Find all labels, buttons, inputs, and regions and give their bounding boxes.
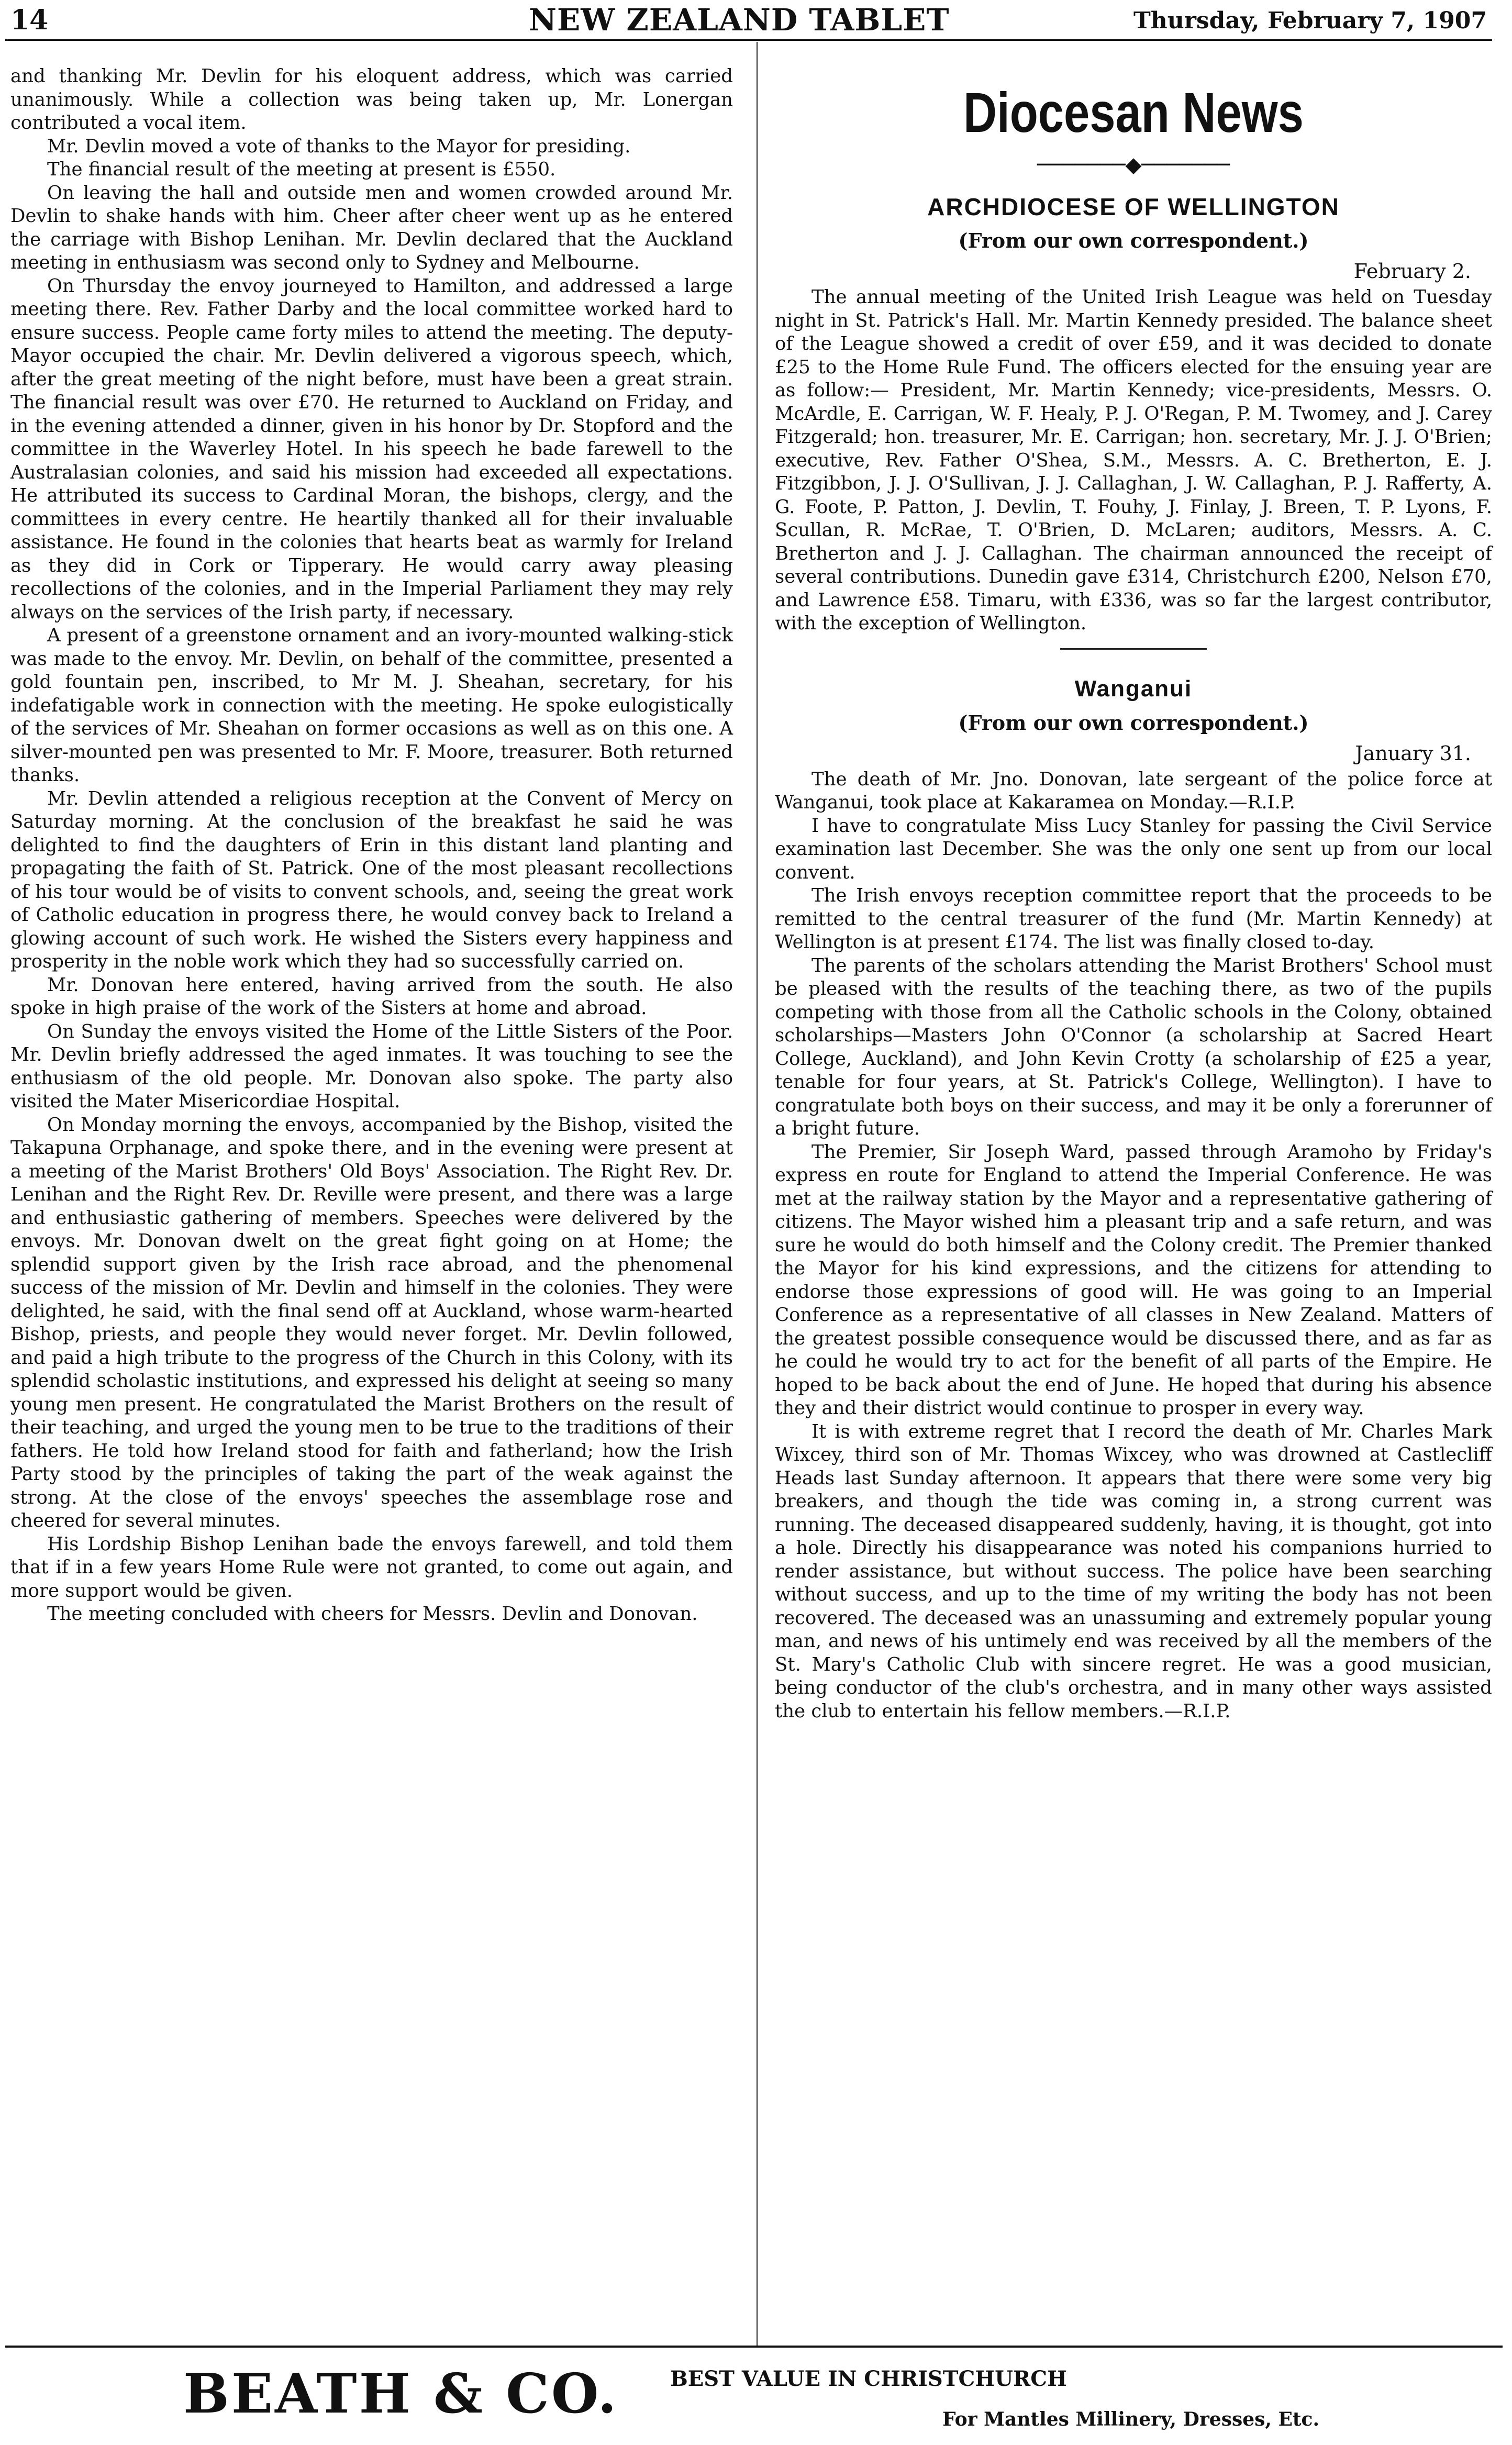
paragraph: The parents of the scholars attending the Marist Brothers' School must be pleased with the results of the teaching there, as two of the pupils competing with those from all the Catholic schools in the Colony, obtained scholarships—Masters John O'Connor (a scholarship at Sacred Heart College, Auckland), and John Kevin Crotty (a scholarship of £25 a year, tenable for four years, at St. Patrick's College, Wellington). I have to congratulate both boys on their success, and may it be only a forerunner of a bright future. (775, 954, 1492, 1139)
advertisement-products: For Mantles Millinery, Dresses, Etc. (942, 2408, 1319, 2430)
paragraph: It is with extreme regret that I record the death of Mr. Charles Mark Wixcey, third son of Mr. Thomas Wixcey, who was drowned at Castlecliff Heads last Sunday afternoon. It appears that there were some very big breakers, and though the tide was coming in, a strong current was running. The deceased disappeared suddenly, having, it is thought, got into a hole. Directly his disappearance was noted his companions hurried to render assistance, but without success. The police have been searching without success, and up to the time of my writing the body has not been recovered. The deceased was an unassuming and extremely popular young man, and news of his untimely end was received by all the members of the St. Mary's Catholic Club with sincere regret. He was a good musician, being conductor of the club's orchestra, and in many other ways assisted the club to entertain his fellow members.—R.I.P. (775, 1420, 1492, 1722)
article-date: February 2. (1353, 260, 1471, 283)
correspondent-line: (From our own correspondent.) (958, 710, 1309, 735)
paragraph: The meeting concluded with cheers for Messrs. Devlin and Donovan. (47, 1603, 698, 1625)
wellington-article (775, 188, 1492, 636)
paragraph: and thanking Mr. Devlin for his eloquent address, which was carried unanimously. While a collection was being taken up, Mr. Lonergan contributed a vocal item. (10, 65, 733, 134)
paragraph: The annual meeting of the United Irish League was held on Tuesday night in St. Patrick's Hall. Mr. Martin Kennedy presided. The balance sheet of the League showed a credit of over £59, and it was decided to donate £25 to the Home Rule Fund. The officers elected for the ensuing year are as follow:— President, Mr. Martin Kennedy; vice-presidents, Messrs. O. McArdle, E. Carrigan, W. F. Healy, P. J. O'Regan, P. M. Twomey, and J. Carey Fitzgerald; hon. treasurer, Mr. E. Carrigan; hon. secretary, Mr. J. J. O'Brien; executive, Rev. Father O'Shea, S.M., Messrs. A. C. Bretherton, E. J. Fitzgibbon, J. J. O'Sullivan, J. J. Callaghan, J. W. Callaghan, P. J. Rafferty, A. G. Foote, P. Patton, J. Devlin, T. Fouhy, J. Finlay, J. Breen, T. P. Lyons, F. Scullan, R. McRae, T. O'Brien, D. McLaren; auditors, Messrs. A. C. Bretherton and J. J. Callaghan. The chairman announced the receipt of several contributions. Dunedin gave £314, Christchurch £200, Nelson £70, and Lawrence £58. Timaru, with £336, was so far the largest contributor, with the exception of Wellington. (775, 286, 1492, 634)
paragraph: Mr. Donovan here entered, having arrived from the south. He also spoke in high praise of the work of the Sisters at home and abroad. (10, 974, 733, 1019)
paragraph: Mr. Devlin moved a vote of thanks to the Mayor for presiding. (47, 135, 631, 157)
paragraph: I have to congratulate Miss Lucy Stanley for passing the Civil Service examination last December. She was the only one sent up from our local convent. (775, 815, 1492, 883)
article-date: January 31. (1355, 741, 1471, 765)
paragraph: The death of Mr. Jno. Donovan, late sergeant of the police force at Wanganui, took place at Kakaramea on Monday.—R.I.P. (775, 768, 1492, 813)
paragraph: On leaving the hall and outside men and women crowded around Mr. Devlin to shake hands with him. Cheer after cheer went up as he entered the carriage with Bishop Lenihan. Mr. Devlin declared that the Auckland meeting in enthusiasm was second only to Sydney and Melbourne. (10, 182, 733, 273)
correspondent-line: (From our own correspondent.) (958, 229, 1309, 252)
issue-date: Thursday, February 7, 1907 (1133, 7, 1487, 34)
section-divider (1060, 648, 1207, 650)
masthead: NEW ZEALAND TABLET (529, 2, 950, 38)
paragraph: The Irish envoys reception committee report that the proceeds to be remitted to the central treasurer of the fund (Mr. Martin Kennedy) at Wellington is at present £174. The list was finally closed to-day. (775, 885, 1492, 953)
article-heading: Wanganui (1074, 675, 1193, 702)
paragraph: A present of a greenstone ornament and an ivory-mounted walking-stick was made to the envoy. Mr. Devlin, on behalf of the committee, presented a gold fountain pen, inscribed, to Mr M. J. Sheahan, secretary, for his indefatigable work in connection with the meeting. He spoke eulogistically of the services of Mr. Sheahan on former occasions as well as on this one. A silver-mounted pen was presented to Mr. F. Moore, treasurer. Both returned thanks. (10, 625, 733, 786)
page-header (5, 0, 1492, 41)
wanganui-article (775, 671, 1492, 1724)
left-column (10, 65, 733, 1626)
paragraph: On Monday morning the envoys, accompanied by the Bishop, visited the Takapuna Orphanage, and spoke there, and in the evening were present at a meeting of the Marist Brothers' Old Boys' Association. The Right Rev. Dr. Lenihan and the Right Rev. Dr. Reville were present, and there was a large and enthusiastic gathering of members. Speeches were delivered by the envoys. Mr. Donovan dwelt on the great fight going on at Home; the splendid support given by the Irish race abroad, and the phenomenal success of the mission of Mr. Devlin and himself in the colonies. They were delighted, he said, with the final send off at Auckland, whose warm-hearted Bishop, priests, and people they would never forget. Mr. Devlin followed, and paid a high tribute to the progress of the Church in this Colony, with its splendid scholastic institutions, and expressed his delight at seeing so many young men present. He congratulated the Marist Brothers on the result of their teaching, and urged the young men to be true to the traditions of their fathers. He told how Ireland stood for faith and fatherland; how the Irish Party stood by the principles of taking the part of the weak against the strong. At the close of the envoys' speeches the assemblage rose and cheered for several minutes. (10, 1114, 733, 1531)
paragraph: His Lordship Bishop Lenihan bade the envoys farewell, and told them that if in a few years Home Rule were not granted, to come out again, and more support would be given. (10, 1533, 733, 1602)
paragraph: The Premier, Sir Joseph Ward, passed through Aramoho by Friday's express en route for England to attend the Imperial Conference. He was met at the railway station by the Mayor and a representative gathering of citizens. The Mayor wished him a pleasant trip and a safe return, and was sure he would do both himself and the Colony credit. The Premier thanked the Mayor for his kind expressions, and the citizens for attending to endorse those expressions of good will. He was going to an Imperial Conference as a representative of all classes in New Zealand. Matters of the greatest possible consequence would be discussed there, and as far as he could he would try to act for the benefit of all parts of the Empire. He hoped to be back about the end of June. He hoped that during his absence they and their district would continue to prosper in every way. (775, 1141, 1492, 1419)
advertisement-tagline: BEST VALUE IN CHRISTCHURCH (670, 2366, 1067, 2391)
column-rule (757, 42, 758, 2346)
advertisement-rule (5, 2346, 1503, 2348)
article-heading: ARCHDIOCESE OF WELLINGTON (927, 193, 1340, 220)
advertiser-name: BEATH & CO. (183, 2361, 619, 2426)
section-title: Diocesan News (963, 81, 1304, 144)
right-column (775, 79, 1492, 1723)
paragraph: On Thursday the envoy journeyed to Hamilton, and addressed a large meeting there. Rev. Father Darby and the local committee worked hard to ensure success. People came forty miles to attend the meeting. The deputy-Mayor occupied the chair. Mr. Devlin delivered a vigorous speech, which, after the great meeting of the night before, must have been a great strain. The financial result was over £70. He returned to Auckland on Friday, and in the evening attended a dinner, given in his honor by Dr. Stopford and the committee in the Waverley Hotel. In his speech he bade farewell to the Australasian colonies, and said his mission had exceeded all expectations. He attributed its success to Cardinal Moran, the bishops, clergy, and the committees in every centre. He heartily thanked all for their invaluable assistance. He found in the colonies that hearts beat as warmly for Ireland as they did in Cork or Tipperary. He would carry away pleasing recollections of the colonies, and in the Imperial Parliament they may rely always on the services of the Irish party, if necessary. (10, 275, 733, 623)
paragraph: Mr. Devlin attended a religious reception at the Convent of Mercy on Saturday morning. At the conclusion of the breakfast he said he was delighted to find the daughters of Erin in this distant land planting and propagating the faith of St. Patrick. One of the most pleasant recollections of his tour would be of visits to convent schools, and, seeing the great work of Catholic education in progress there, he would convey back to Ireland a glowing account of such work. He wished the Sisters every happiness and prosperity in the noble work which they had so successfully carried on. (10, 787, 733, 972)
paragraph: On Sunday the envoys visited the Home of the Little Sisters of the Poor. Mr. Devlin briefly addressed the aged inmates. It was touching to see the enthusiasm of the old people. Mr. Donovan also spoke. The party also visited the Mater Misericordiae Hospital. (10, 1020, 733, 1112)
ornament-divider: ───────◆─────── (1037, 153, 1230, 177)
page-number: 14 (10, 4, 49, 36)
paragraph: The financial result of the meeting at present is £550. (47, 159, 556, 180)
